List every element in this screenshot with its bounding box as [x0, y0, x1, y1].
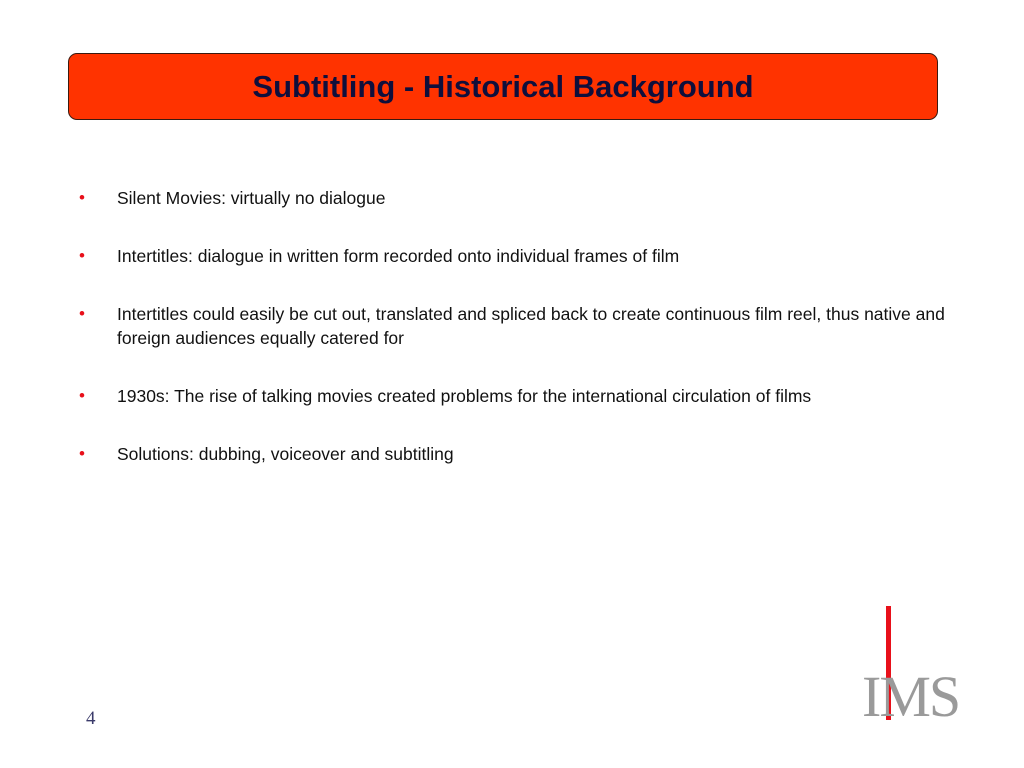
bullet-item: [77, 302, 977, 350]
title-banner: [68, 53, 938, 120]
bullet-text: Intertitles could easily be cut out, translated and spliced back to create continuous film reel, thus native and foreign audiences equally catered for: [117, 304, 945, 348]
bullet-dot-icon: •: [79, 304, 85, 323]
bullet-text: Silent Movies: virtually no dialogue: [117, 188, 386, 208]
bullet-dot-icon: •: [79, 188, 85, 207]
bullet-text: 1930s: The rise of talking movies created problems for the international circulation of films: [117, 386, 812, 406]
bullet-item: [77, 186, 977, 210]
bullet-item: [77, 244, 977, 268]
slide-title: Subtitling - Historical Background: [252, 68, 754, 104]
bullet-dot-icon: •: [79, 444, 85, 463]
ims-logo: [862, 606, 982, 729]
bullet-item: [77, 442, 977, 466]
bullet-text: Intertitles: dialogue in written form recorded onto individual frames of film: [117, 246, 680, 266]
logo-text: IMS: [862, 664, 960, 729]
bullet-dot-icon: •: [79, 386, 85, 405]
bullet-item: [77, 384, 977, 408]
bullet-dot-icon: •: [79, 246, 85, 265]
bullet-text: Solutions: dubbing, voiceover and subtitling: [117, 444, 454, 464]
bullet-list: [77, 186, 977, 500]
page-number: 4: [86, 708, 96, 729]
